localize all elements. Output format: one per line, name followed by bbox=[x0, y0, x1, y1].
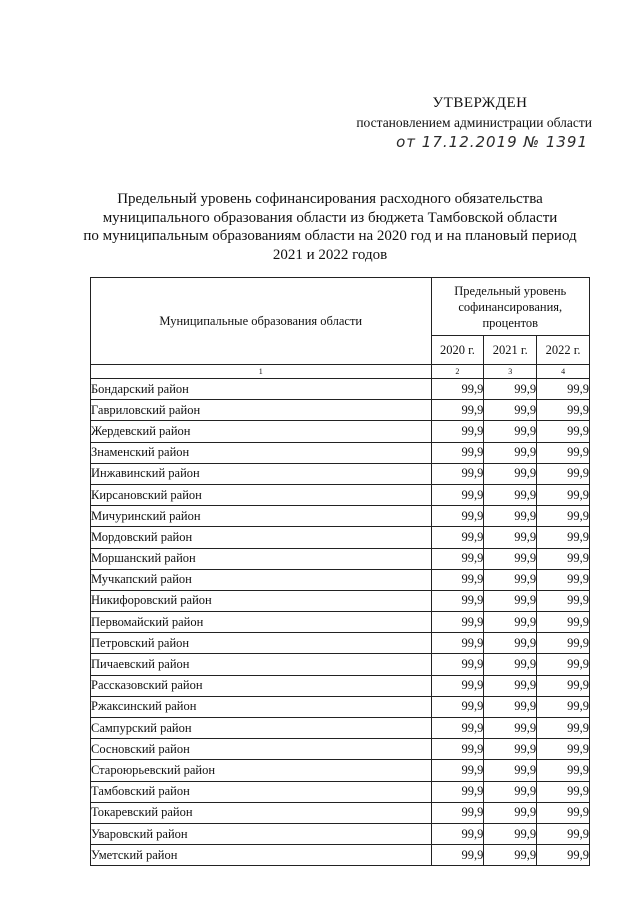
title-line: по муниципальным образованиям области на 2020 год и на плановый период bbox=[83, 228, 577, 244]
column-header-level: Предельный уровень софинансирования, процентов bbox=[431, 278, 589, 336]
table-row bbox=[91, 590, 590, 611]
approval-block bbox=[320, 94, 610, 151]
approval-heading: УТВЕРЖДЕН bbox=[432, 95, 528, 111]
percent-value: 99,9 bbox=[537, 781, 590, 802]
percent-value: 99,9 bbox=[484, 421, 537, 442]
municipality-name: Ржаксинский район bbox=[91, 696, 432, 717]
table-row bbox=[91, 548, 590, 569]
municipality-name: Бондарский район bbox=[91, 379, 432, 400]
percent-value: 99,9 bbox=[484, 463, 537, 484]
percent-value: 99,9 bbox=[537, 400, 590, 421]
column-number: 2 bbox=[431, 365, 484, 379]
table-row bbox=[91, 675, 590, 696]
municipality-name: Сампурский район bbox=[91, 718, 432, 739]
municipality-name: Пичаевский район bbox=[91, 654, 432, 675]
percent-value: 99,9 bbox=[537, 527, 590, 548]
municipality-name: Уметский район bbox=[91, 845, 432, 866]
table-row bbox=[91, 463, 590, 484]
percent-value: 99,9 bbox=[484, 718, 537, 739]
percent-value: 99,9 bbox=[431, 548, 484, 569]
percent-value: 99,9 bbox=[431, 654, 484, 675]
percent-value: 99,9 bbox=[431, 823, 484, 844]
percent-value: 99,9 bbox=[484, 760, 537, 781]
percent-value: 99,9 bbox=[431, 760, 484, 781]
percent-value: 99,9 bbox=[431, 739, 484, 760]
municipality-name: Тамбовский район bbox=[91, 781, 432, 802]
percent-value: 99,9 bbox=[484, 484, 537, 505]
table-row bbox=[91, 696, 590, 717]
percent-value: 99,9 bbox=[537, 633, 590, 654]
table-row bbox=[91, 739, 590, 760]
column-header-year: 2021 г. bbox=[484, 336, 537, 365]
municipality-name: Токаревский район bbox=[91, 802, 432, 823]
table-row bbox=[91, 569, 590, 590]
percent-value: 99,9 bbox=[537, 612, 590, 633]
title-line: 2021 и 2022 годов bbox=[272, 246, 388, 263]
column-number: 1 bbox=[91, 365, 432, 379]
table-row bbox=[91, 506, 590, 527]
percent-value: 99,9 bbox=[484, 590, 537, 611]
percent-value: 99,9 bbox=[431, 421, 484, 442]
percent-value: 99,9 bbox=[537, 845, 590, 866]
percent-value: 99,9 bbox=[431, 590, 484, 611]
column-number: 3 bbox=[484, 365, 537, 379]
percent-value: 99,9 bbox=[537, 421, 590, 442]
municipality-name: Петровский район bbox=[91, 633, 432, 654]
percent-value: 99,9 bbox=[431, 400, 484, 421]
table-row bbox=[91, 654, 590, 675]
percent-value: 99,9 bbox=[431, 718, 484, 739]
percent-value: 99,9 bbox=[537, 760, 590, 781]
percent-value: 99,9 bbox=[484, 442, 537, 463]
percent-value: 99,9 bbox=[537, 463, 590, 484]
percent-value: 99,9 bbox=[484, 379, 537, 400]
table-row bbox=[91, 845, 590, 866]
percent-value: 99,9 bbox=[431, 675, 484, 696]
percent-value: 99,9 bbox=[484, 633, 537, 654]
percent-value: 99,9 bbox=[431, 633, 484, 654]
percent-value: 99,9 bbox=[537, 484, 590, 505]
title-line: муниципального образования области из бюджета Тамбовской области bbox=[102, 209, 558, 226]
table-row bbox=[91, 527, 590, 548]
percent-value: 99,9 bbox=[537, 675, 590, 696]
municipality-name: Сосновский район bbox=[91, 739, 432, 760]
percent-value: 99,9 bbox=[484, 506, 537, 527]
table-row bbox=[91, 781, 590, 802]
percent-value: 99,9 bbox=[484, 802, 537, 823]
percent-value: 99,9 bbox=[484, 400, 537, 421]
table-row bbox=[91, 612, 590, 633]
percent-value: 99,9 bbox=[537, 442, 590, 463]
percent-value: 99,9 bbox=[484, 739, 537, 760]
percent-value: 99,9 bbox=[484, 781, 537, 802]
percent-value: 99,9 bbox=[484, 823, 537, 844]
percent-value: 99,9 bbox=[431, 696, 484, 717]
percent-value: 99,9 bbox=[484, 654, 537, 675]
table-row bbox=[91, 633, 590, 654]
document-title bbox=[80, 190, 580, 264]
percent-value: 99,9 bbox=[537, 506, 590, 527]
percent-value: 99,9 bbox=[431, 484, 484, 505]
percent-value: 99,9 bbox=[484, 527, 537, 548]
percent-value: 99,9 bbox=[431, 527, 484, 548]
percent-value: 99,9 bbox=[484, 696, 537, 717]
percent-value: 99,9 bbox=[537, 379, 590, 400]
percent-value: 99,9 bbox=[537, 823, 590, 844]
municipality-name: Инжавинский район bbox=[91, 463, 432, 484]
municipality-name: Гавриловский район bbox=[91, 400, 432, 421]
municipality-name: Моршанский район bbox=[91, 548, 432, 569]
percent-value: 99,9 bbox=[431, 379, 484, 400]
cofinancing-table bbox=[90, 277, 590, 866]
municipality-name: Мичуринский район bbox=[91, 506, 432, 527]
percent-value: 99,9 bbox=[484, 845, 537, 866]
percent-value: 99,9 bbox=[431, 781, 484, 802]
column-header-year: 2020 г. bbox=[431, 336, 484, 365]
percent-value: 99,9 bbox=[484, 612, 537, 633]
table-row bbox=[91, 718, 590, 739]
table-body bbox=[91, 379, 590, 866]
percent-value: 99,9 bbox=[537, 654, 590, 675]
table-row bbox=[91, 760, 590, 781]
approval-date-number: от 17.12.2019 № 1391 bbox=[396, 133, 588, 151]
percent-value: 99,9 bbox=[431, 506, 484, 527]
column-header-municipality: Муниципальные образования области bbox=[91, 278, 432, 365]
municipality-name: Жердевский район bbox=[91, 421, 432, 442]
percent-value: 99,9 bbox=[484, 569, 537, 590]
municipality-name: Никифоровский район bbox=[91, 590, 432, 611]
table-row bbox=[91, 484, 590, 505]
percent-value: 99,9 bbox=[431, 569, 484, 590]
column-header-year: 2022 г. bbox=[537, 336, 590, 365]
municipality-name: Рассказовский район bbox=[91, 675, 432, 696]
municipality-name: Уваровский район bbox=[91, 823, 432, 844]
percent-value: 99,9 bbox=[431, 463, 484, 484]
municipality-name: Староюрьевский район bbox=[91, 760, 432, 781]
percent-value: 99,9 bbox=[537, 696, 590, 717]
municipality-name: Знаменский район bbox=[91, 442, 432, 463]
table-row bbox=[91, 823, 590, 844]
table-row bbox=[91, 442, 590, 463]
column-number: 4 bbox=[537, 365, 590, 379]
table-row bbox=[91, 400, 590, 421]
percent-value: 99,9 bbox=[431, 612, 484, 633]
municipality-name: Кирсановский район bbox=[91, 484, 432, 505]
percent-value: 99,9 bbox=[484, 548, 537, 569]
percent-value: 99,9 bbox=[537, 569, 590, 590]
table-row bbox=[91, 379, 590, 400]
table-row bbox=[91, 421, 590, 442]
municipality-name: Мучкапский район bbox=[91, 569, 432, 590]
percent-value: 99,9 bbox=[537, 548, 590, 569]
percent-value: 99,9 bbox=[431, 845, 484, 866]
title-line: Предельный уровень софинансирования расходного обязательства bbox=[117, 191, 543, 207]
percent-value: 99,9 bbox=[537, 802, 590, 823]
table-row bbox=[91, 802, 590, 823]
percent-value: 99,9 bbox=[537, 718, 590, 739]
percent-value: 99,9 bbox=[484, 675, 537, 696]
percent-value: 99,9 bbox=[431, 442, 484, 463]
percent-value: 99,9 bbox=[537, 590, 590, 611]
approval-authority: постановлением администрации области bbox=[356, 115, 592, 130]
percent-value: 99,9 bbox=[431, 802, 484, 823]
percent-value: 99,9 bbox=[537, 739, 590, 760]
municipality-name: Первомайский район bbox=[91, 612, 432, 633]
municipality-name: Мордовский район bbox=[91, 527, 432, 548]
